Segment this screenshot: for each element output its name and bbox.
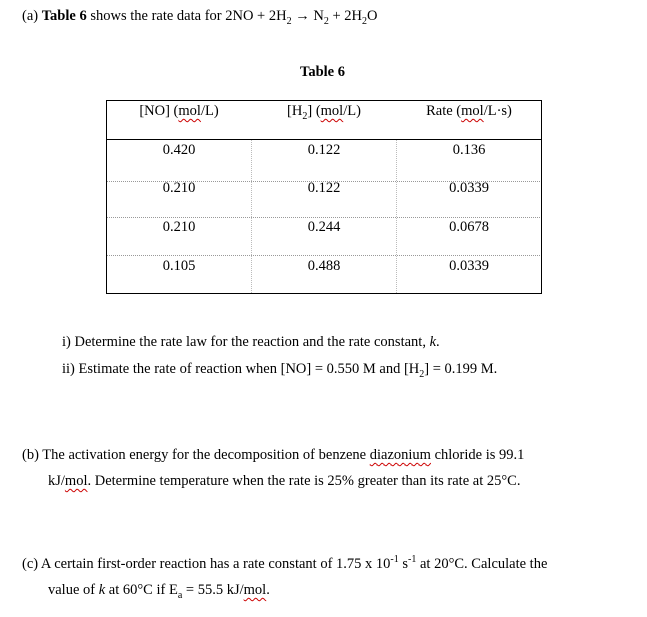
question-var: k [429, 334, 437, 350]
part-a-intro-text: shows the rate data for 2NO + 2H [90, 8, 287, 24]
part-b-text: (b) The activation energy for the decomposition of benzene [22, 447, 370, 463]
header-text: mol [320, 103, 344, 119]
part-c-text: mol [243, 582, 267, 598]
question-text: ] = 0.199 M. [424, 361, 498, 377]
header-rate [396, 103, 542, 120]
table-cell: 0.488 [307, 258, 341, 274]
table-row-divider [106, 217, 542, 218]
question-ii [62, 361, 497, 378]
table-cell: 0.105 [162, 258, 196, 274]
eq-sub: 2 [286, 15, 292, 27]
table-cell: 0.420 [162, 142, 196, 158]
table-row-divider [106, 255, 542, 256]
table-cell: 0.244 [307, 219, 341, 235]
part-c-sup: -1 [390, 554, 399, 566]
part-c-text: s [398, 556, 409, 572]
eq-end-text: O [366, 8, 378, 24]
part-c-text: . [266, 582, 270, 598]
part-c-text: = 55.5 kJ/ [182, 582, 244, 598]
table-top-rule [106, 100, 542, 101]
part-c-text: at 20°C. Calculate the [416, 556, 548, 572]
part-c-line-1 [22, 551, 622, 577]
table-cell: 0.210 [162, 219, 196, 235]
part-b-line-1 [22, 442, 622, 468]
part-c-text: at 60°C if E [105, 582, 178, 598]
part-c-sup: -1 [408, 554, 417, 566]
part-b-text: chloride is 99.1 [430, 447, 525, 463]
header-text: [H [287, 103, 303, 119]
header-text: /L) [343, 103, 361, 119]
header-text: ] ( [307, 103, 321, 119]
table-cell: 0.136 [452, 142, 486, 158]
part-b-text: . Determine temperature when the rate is 25% greater than its rate at 25°C. [87, 473, 521, 489]
part-c [22, 551, 622, 603]
part-b-line-2 [22, 468, 622, 494]
table-header-rule [106, 139, 542, 140]
table-cell: 0.0339 [449, 180, 489, 196]
part-b-text: diazonium [369, 447, 431, 463]
eq-plus-text: + 2H [328, 8, 362, 24]
question-sub: 2 [419, 368, 425, 380]
header-text: Rate ( [426, 103, 462, 119]
table-cell: 0.210 [162, 180, 196, 196]
part-c-var: k [98, 582, 106, 598]
header-sub: 2 [302, 110, 308, 122]
rate-data-table [106, 100, 542, 294]
part-a-table-ref: Table 6 [41, 8, 87, 24]
header-text: [NO] ( [139, 103, 179, 119]
table-cell: 0.0339 [449, 258, 489, 274]
header-text: mol [461, 103, 484, 119]
part-c-text: (c) A certain first-order reaction has a rate constant of 1.75 x 10 [22, 556, 391, 572]
header-text: /L·s) [483, 103, 512, 119]
table-cell: 0.122 [307, 180, 341, 196]
header-h2-concentration [251, 103, 397, 120]
question-text: ii) Estimate the rate of reaction when [NO] = 0.550 M and [H [62, 361, 420, 377]
part-b-text: kJ/ [48, 473, 65, 489]
question-i [62, 334, 440, 351]
header-text: mol [178, 103, 201, 119]
question-text: i) Determine the rate law for the reaction and the rate constant, [62, 334, 430, 350]
eq-sub: 2 [361, 15, 367, 27]
part-c-text: value of [48, 582, 99, 598]
eq-arrow-text: → N [291, 8, 324, 24]
part-b-text: mol [64, 473, 88, 489]
part-b [22, 442, 622, 494]
table-cell: 0.0678 [449, 219, 489, 235]
part-c-line-2 [22, 577, 622, 603]
header-text: /L) [200, 103, 219, 119]
table-cell: 0.122 [307, 142, 341, 158]
question-text: . [436, 334, 440, 350]
part-c-sub: a [177, 589, 183, 601]
eq-sub: 2 [323, 15, 329, 27]
table-bottom-rule [106, 293, 542, 294]
part-a-label: (a) [22, 8, 39, 24]
table-title: Table 6 [300, 64, 345, 80]
header-no-concentration [106, 103, 252, 120]
part-a-intro [22, 8, 377, 25]
